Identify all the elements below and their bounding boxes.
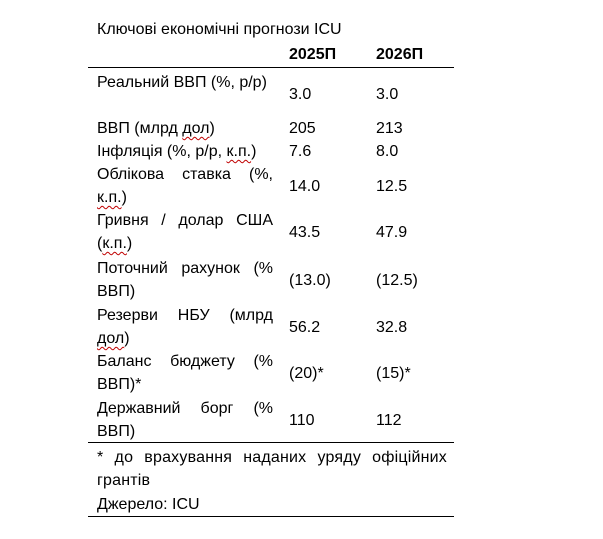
value-2026: 112 xyxy=(376,412,402,429)
value-2025: 110 xyxy=(289,412,315,429)
row-label: Поточний рахунок (% ВВП) xyxy=(97,260,273,300)
row-label-text-end: ) xyxy=(251,143,257,160)
body-rule xyxy=(88,442,454,443)
value-2025: 3.0 xyxy=(289,86,312,103)
source-note: Джерело: ICU xyxy=(97,496,200,513)
row-label-text: ВВП (млрд xyxy=(97,120,183,137)
column-header-2026: 2026П xyxy=(376,46,424,63)
spellcheck-word: к.п. xyxy=(226,143,252,160)
row-label: Баланс бюджету (% ВВП)* xyxy=(97,353,273,393)
row-label xyxy=(97,117,273,140)
footnote: * до врахування наданих уряду офіційних грантів xyxy=(97,449,447,489)
value-2026: (12.5) xyxy=(376,272,418,289)
header-rule xyxy=(88,67,454,68)
value-2026: 32.8 xyxy=(376,319,408,336)
row-label-text: Інфляція (%, р/р, xyxy=(97,143,227,160)
value-2025: (20)* xyxy=(289,365,324,382)
row-label xyxy=(97,304,273,350)
value-2025: 205 xyxy=(289,120,316,137)
value-2026: 12.5 xyxy=(376,178,408,195)
row-label xyxy=(97,163,273,209)
row-label-text-end: ) xyxy=(126,235,133,252)
bottom-rule xyxy=(88,516,454,517)
spellcheck-word: к.п. xyxy=(97,189,122,206)
value-2025: 43.5 xyxy=(289,224,321,241)
value-2025: 56.2 xyxy=(289,319,321,336)
value-2026: 3.0 xyxy=(376,86,399,103)
column-header-2025: 2025П xyxy=(289,46,337,63)
value-2026: 213 xyxy=(376,120,403,137)
value-2026: (15)* xyxy=(376,365,411,382)
row-label-text: Резерви НБУ (млрд xyxy=(97,307,273,324)
table-title: Ключові економічні прогнози ICU xyxy=(97,21,342,38)
row-label: Реальний ВВП (%, р/р) xyxy=(97,74,267,91)
value-2025: 14.0 xyxy=(289,178,321,195)
row-label: Державний борг (% ВВП) xyxy=(97,400,273,440)
row-label-text: Гривня / долар США ( xyxy=(97,212,273,252)
spellcheck-word: дол xyxy=(182,120,210,137)
spellcheck-word: к.п. xyxy=(102,235,127,252)
value-2025: (13.0) xyxy=(289,272,331,289)
spellcheck-word: дол xyxy=(97,330,125,347)
row-label-text: Облікова ставка (%, xyxy=(97,166,273,183)
value-2026: 47.9 xyxy=(376,224,408,241)
row-label xyxy=(97,140,273,163)
row-label-text-end: ) xyxy=(124,330,130,347)
row-label xyxy=(97,209,273,255)
row-label-text-end: ) xyxy=(121,189,127,206)
row-label-text-end: ) xyxy=(209,120,215,137)
value-2025: 7.6 xyxy=(289,143,312,160)
value-2026: 8.0 xyxy=(376,143,399,160)
